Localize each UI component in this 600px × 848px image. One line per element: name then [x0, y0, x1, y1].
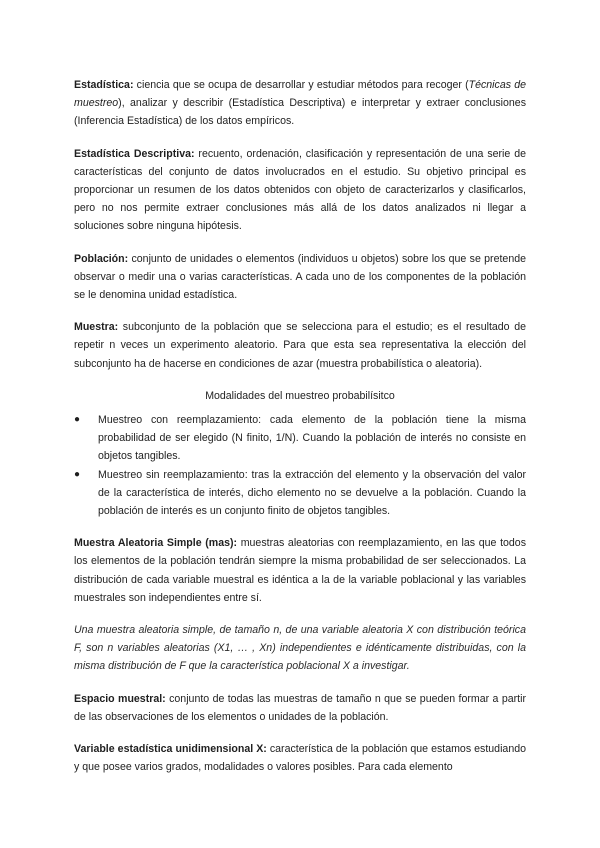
paragraph-mas	[74, 534, 526, 607]
text: ), analizar y describir (Estadística Descriptiva) e interpretar y extraer conclusiones (Inferencia Estadística) de los datos empíricos.	[74, 97, 526, 128]
paragraph-poblacion	[74, 250, 526, 305]
text: muestras aleatorias con reemplazamiento, en las que todos los elementos de la población tendrán siempre la misma probabilidad de ser seleccionados. La distribución de cada variable muestral es idéntica a la de la variable poblacional y las variables muestrales son independientes entre sí.	[74, 537, 526, 604]
term-variable: Variable estadística unidimensional X:	[74, 743, 267, 756]
list-item	[74, 466, 526, 521]
text: subconjunto de la población que se selecciona para el estudio; es el resultado de repetir n veces un experimento aleatorio. Para que esta sea representativa la elección del subconjunto ha de hacerse en condiciones de azar (muestra probabilística o aleatoria).	[74, 321, 526, 370]
list-item-text: Muestreo sin reemplazamiento: tras la extracción del elemento y la observación del valor de la característica de interés, dicho elemento no se devuelve a la población. Cuando la población de interés es un conjunto finito de objetos tangibles.	[98, 468, 526, 518]
paragraph-muestra	[74, 318, 526, 373]
paragraph-mas-definition: Una muestra aleatoria simple, de tamaño n, de una variable aleatoria X con distribución teórica F, son n variables aleatorias (X1, … , Xn) independientes e idénticamente distribuidas, con la misma distribución de F que la característica poblacional X a investigar.	[74, 624, 526, 673]
paragraph-espacio	[74, 690, 526, 726]
term-muestra: Muestra:	[74, 321, 119, 334]
list-item	[74, 411, 526, 466]
term-poblacion: Población:	[74, 252, 129, 265]
text: característica de la población que estamos estudiando y que posee varios grados, modalidades o valores posibles. Para cada elemento	[74, 743, 526, 774]
paragraph-estadistica	[74, 76, 526, 131]
term-mas: Muestra Aleatoria Simple (mas):	[74, 537, 238, 550]
term-descriptiva: Estadística Descriptiva:	[74, 147, 195, 160]
text: ciencia que se ocupa de desarrollar y estudiar métodos para recoger (	[133, 79, 469, 91]
modalidades-title: Modalidades del muestreo probabilísitco	[205, 389, 395, 402]
modalidades-list	[74, 411, 526, 520]
term-estadistica: Estadística:	[74, 79, 134, 91]
bullet-icon: ●	[74, 468, 81, 480]
text: conjunto de todas las muestras de tamaño n que se pueden formar a partir de las observaciones de los elementos o unidades de la población.	[74, 692, 526, 723]
paragraph-variable	[74, 740, 526, 776]
paragraph-descriptiva	[74, 145, 526, 236]
bullet-icon: ●	[74, 414, 81, 426]
text: recuento, ordenación, clasificación y representación de una serie de características del conjunto de datos involucrados en el estudio. Su objetivo principal es proporcionar un resumen de los datos obtenidos con objeto de caracterizarlos y clasificarlos, pero no nos permite extraer conclusiones más allá de los datos analizados ni llegar a soluciones sobre ninguna hipótesis.	[74, 147, 527, 233]
document-page	[74, 76, 526, 791]
italic-text: Técnicas de muestreo	[74, 79, 526, 110]
text: conjunto de unidades o elementos (individuos u objetos) sobre los que se pretende observar o medir una o varias características. A cada uno de los componentes de la población se le denomina unidad estadística.	[74, 252, 526, 302]
list-item-text: Muestreo con reemplazamiento: cada elemento de la población tiene la misma probabilidad de ser elegido (N finito, 1/N). Cuando la población de interés no consiste en objetos tangibles.	[98, 414, 526, 463]
term-espacio: Espacio muestral:	[74, 692, 166, 705]
